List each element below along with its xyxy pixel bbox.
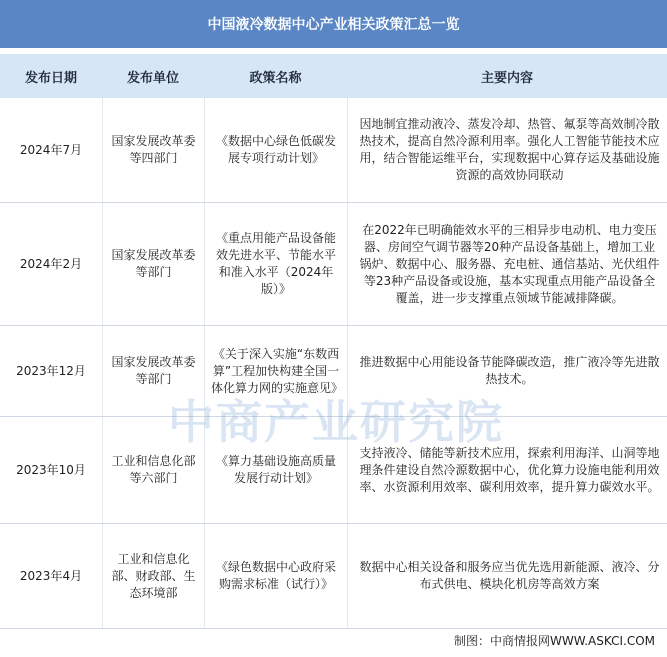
cell-org: 工业和信息化部、财政部、生态环境部 (102, 524, 204, 628)
cell-org: 国家发展改革委等四部门 (102, 98, 204, 202)
cell-content: 因地制宜推动液冷、蒸发冷却、热管、氟泵等高效制冷散热技术，提高自然冷源利用率。强化人工智能节能技术应用，结合智能运维平台，实现数据中心算存运及基础设施资源的高效协同联动 (347, 98, 667, 202)
cell-content: 推进数据中心用能设备节能降碳改造，推广液冷等先进散热技术。 (347, 326, 667, 416)
header-org: 发布单位 (126, 70, 179, 86)
table-row (0, 524, 667, 629)
cell-policy: 《数据中心绿色低碳发展专项行动计划》 (204, 98, 347, 202)
cell-policy: 《重点用能产品设备能效先进水平、节能水平和准入水平（2024年版）》 (204, 203, 347, 325)
header-content: 主要内容 (480, 70, 533, 86)
cell-date: 2023年12月 (16, 363, 86, 378)
cell-org: 工业和信息化部等六部门 (102, 417, 204, 523)
table-row (0, 203, 667, 326)
watermark: 中商产业研究院 (168, 395, 504, 449)
source-credit: 制图：中商情报网WWW.ASKCI.COM (454, 634, 655, 648)
page-title: 中国液冷数据中心产业相关政策汇总一览 (0, 0, 667, 48)
table-header (0, 54, 667, 98)
cell-policy: 《算力基础设施高质量发展行动计划》 (204, 417, 347, 523)
cell-date: 2023年4月 (19, 568, 83, 583)
cell-policy: 《绿色数据中心政府采购需求标准（试行）》 (204, 524, 347, 628)
cell-date: 2023年10月 (16, 462, 86, 477)
cell-content: 数据中心相关设备和服务应当优先选用新能源、液冷、分布式供电、模块化机房等高效方案 (347, 524, 667, 628)
table-row (0, 417, 667, 524)
policy-table (0, 98, 667, 629)
cell-date: 2024年7月 (19, 142, 83, 157)
cell-date: 2024年2月 (19, 256, 83, 271)
cell-policy: 《关于深入实施“东数西算”工程加快构建全国一体化算力网的实施意见》 (204, 326, 347, 416)
table-row (0, 98, 667, 203)
cell-content: 在2022年已明确能效水平的三相异步电动机、电力变压器、房间空气调节器等20种产品设备基础上，增加工业锅炉、数据中心、服务器、充电桩、通信基站、光伏组件等23种产品设备或设施，基本实现重点用能产品设备全覆盖，进一步支撑重点领域节能减排降碳。 (347, 203, 667, 325)
header-policy: 政策名称 (249, 70, 302, 86)
cell-org: 国家发展改革委等部门 (102, 203, 204, 325)
cell-org: 国家发展改革委等部门 (102, 326, 204, 416)
table-row (0, 326, 667, 417)
header-date: 发布日期 (24, 70, 77, 86)
cell-content: 支持液冷、储能等新技术应用，探索利用海洋、山洞等地理条件建设自然冷源数据中心，优化算力设施电能利用效率、水资源利用效率、碳利用效率，提升算力碳效水平。 (347, 417, 667, 523)
